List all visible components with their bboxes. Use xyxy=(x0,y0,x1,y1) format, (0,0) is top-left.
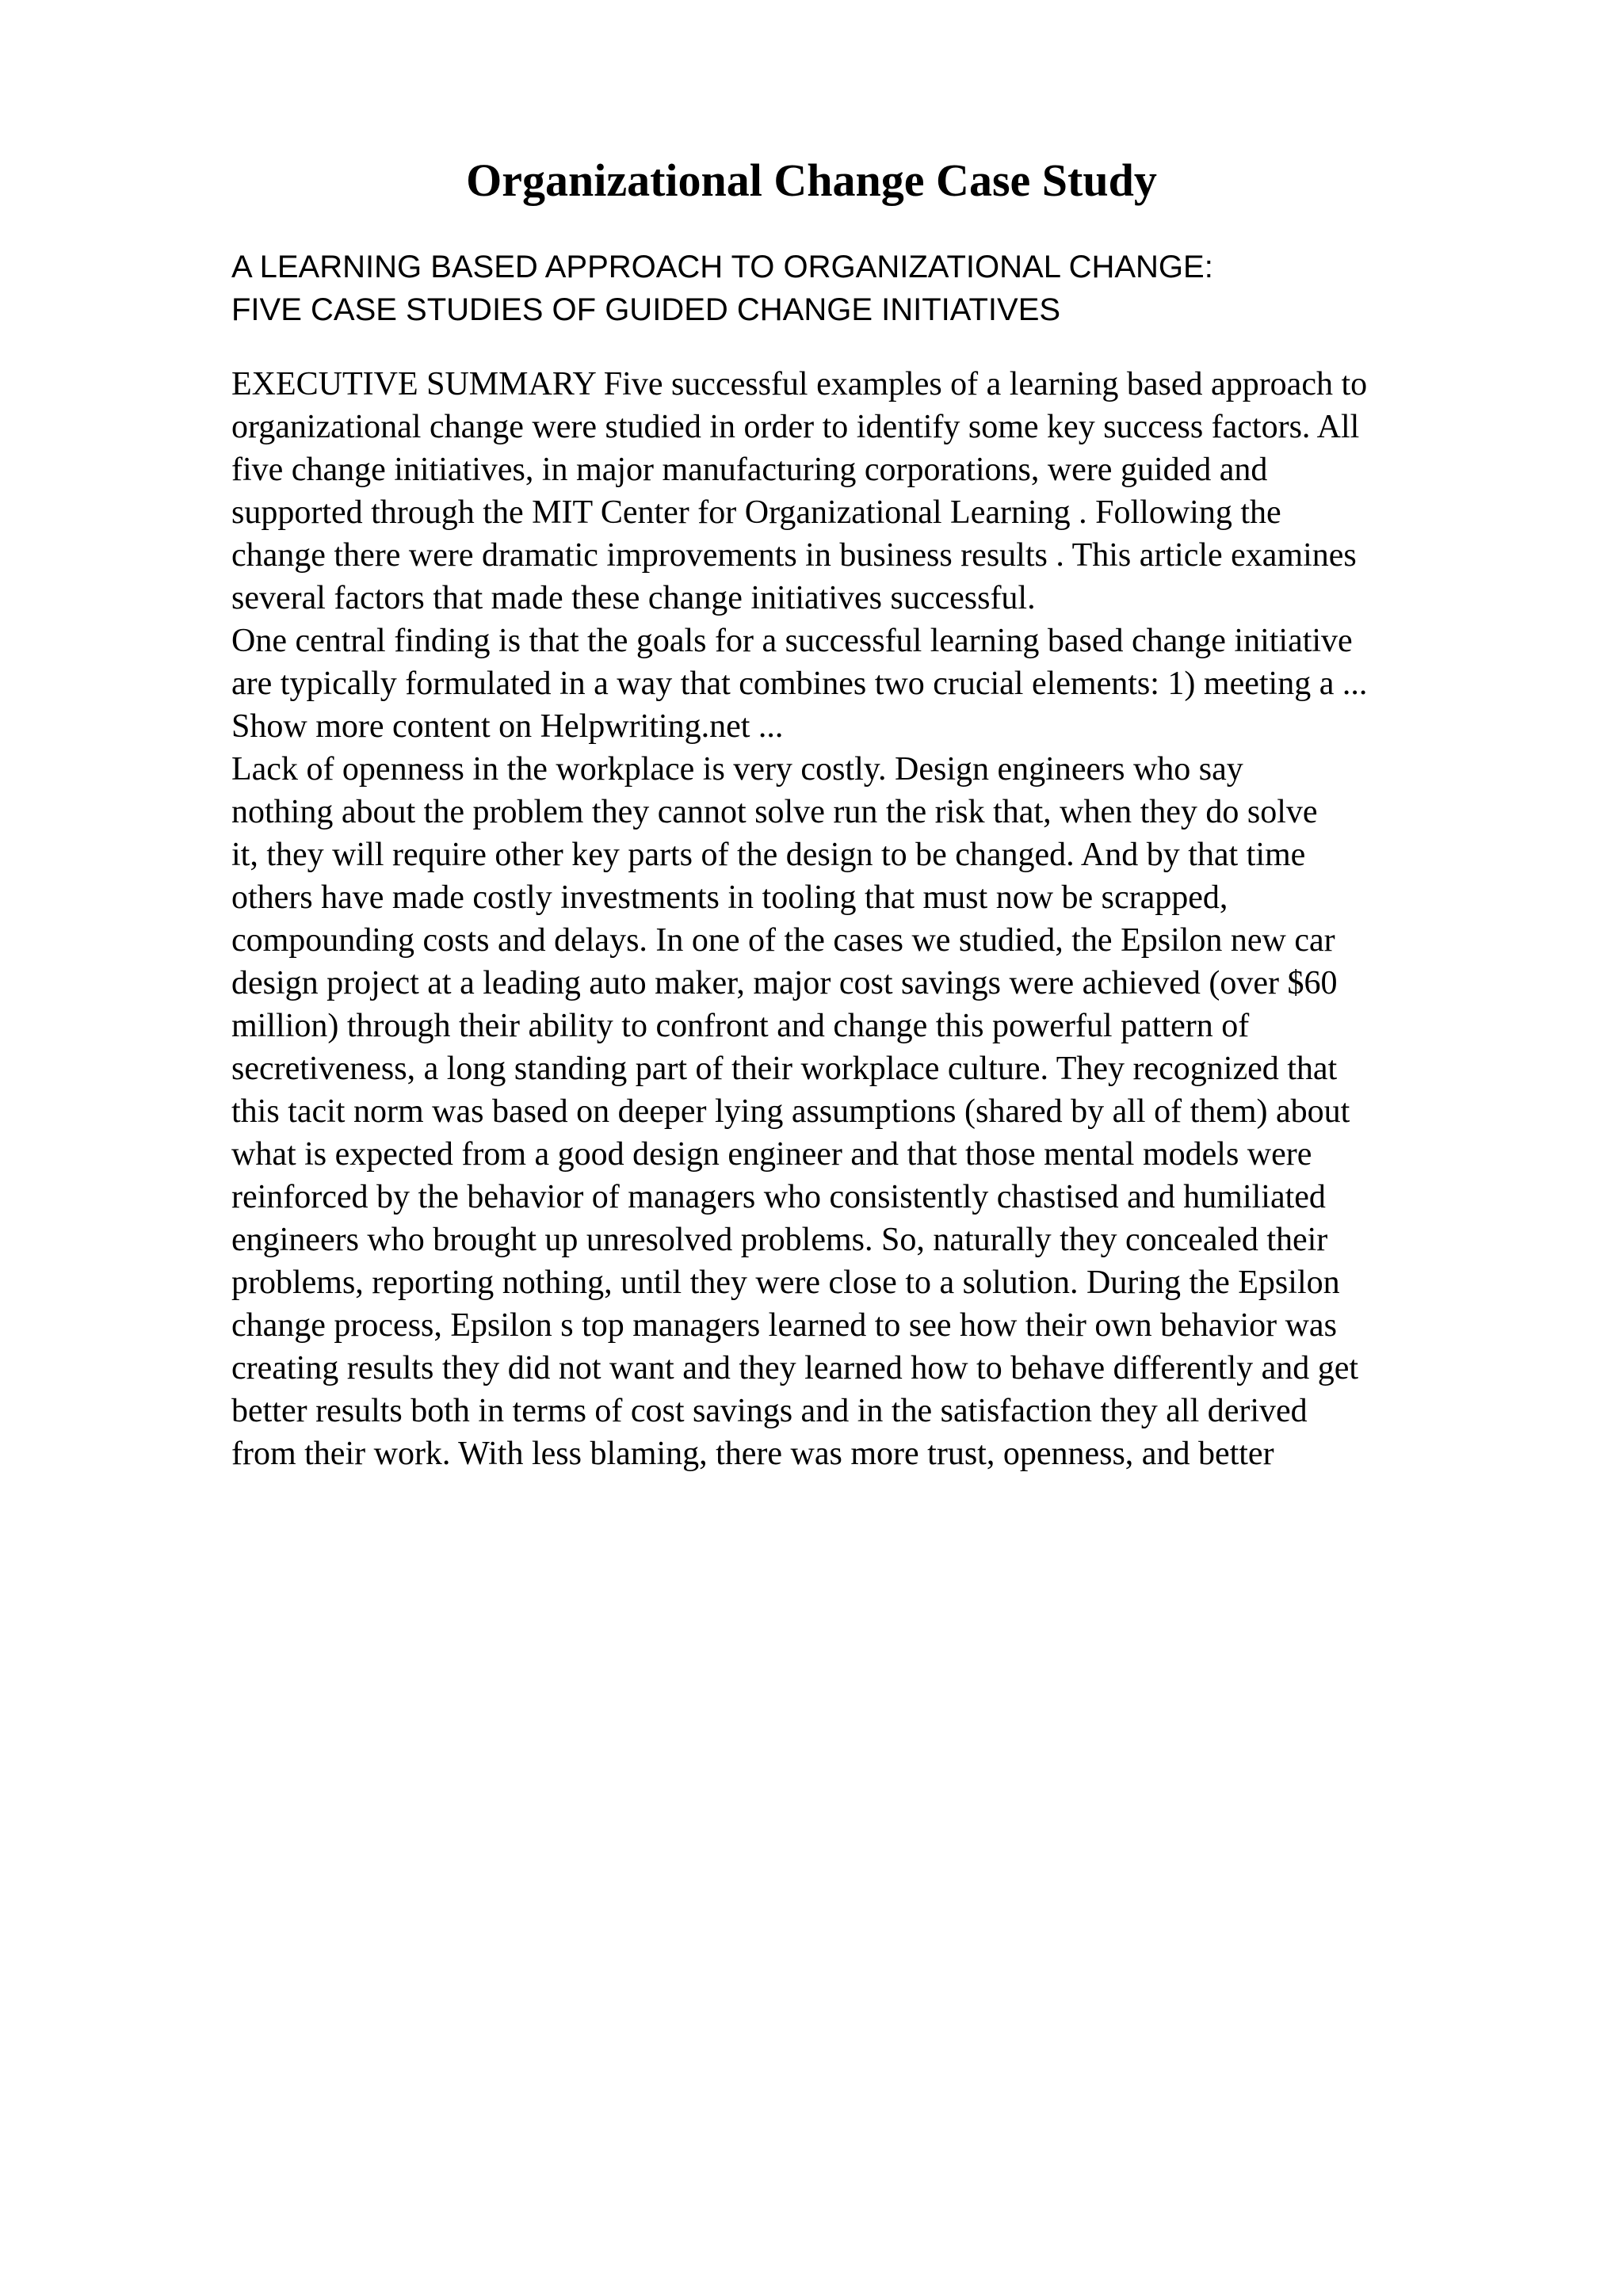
openness-paragraph xyxy=(231,748,1515,1475)
text-line: creating results they did not want and they learned how to behave differently and get xyxy=(231,1350,1359,1386)
text-line: several factors that made these change initiatives successful. xyxy=(231,580,1036,616)
subtitle-line: FIVE CASE STUDIES OF GUIDED CHANGE INITIATIVES xyxy=(231,292,1061,327)
text-line: million) through their ability to confront and change this powerful pattern of xyxy=(231,1008,1250,1044)
text-line: problems, reporting nothing, until they were close to a solution. During the Epsilon xyxy=(231,1264,1340,1301)
text-line: engineers who brought up unresolved problems. So, naturally they concealed their xyxy=(231,1222,1328,1258)
text-line: compounding costs and delays. In one of the cases we studied, the Epsilon new car xyxy=(231,922,1335,959)
text-line: this tacit norm was based on deeper lying assumptions (shared by all of them) about xyxy=(231,1093,1350,1130)
text-line: reinforced by the behavior of managers who consistently chastised and humiliated xyxy=(231,1179,1326,1215)
text-line: design project at a leading auto maker, major cost savings were achieved (over $60 xyxy=(231,965,1338,1001)
text-line: better results both in terms of cost savings and in the satisfaction they all derived xyxy=(231,1393,1308,1429)
text-line: change there were dramatic improvements in business results . This article examines xyxy=(231,537,1357,574)
document-body xyxy=(231,246,1515,1475)
executive-summary-paragraph xyxy=(231,363,1515,620)
text-line: are typically formulated in a way that combines two crucial elements: 1) meeting a ... xyxy=(231,666,1368,702)
document-subtitle xyxy=(231,246,1515,331)
subtitle-line: A LEARNING BASED APPROACH TO ORGANIZATIONAL CHANGE: xyxy=(231,250,1213,284)
text-line: organizational change were studied in order to identify some key success factors. All xyxy=(231,409,1360,445)
show-more-link[interactable]: Show more content on Helpwriting.net ... xyxy=(231,708,784,745)
text-line: others have made costly investments in tooling that must now be scrapped, xyxy=(231,879,1228,916)
text-line: change process, Epsilon s top managers learned to see how their own behavior was xyxy=(231,1307,1337,1344)
text-line: what is expected from a good design engineer and that those mental models were xyxy=(231,1136,1312,1173)
text-line: supported through the MIT Center for Organizational Learning . Following the xyxy=(231,494,1281,531)
text-line: One central finding is that the goals for a successful learning based change initiative xyxy=(231,623,1353,659)
central-finding-paragraph xyxy=(231,620,1515,748)
text-line: Lack of openness in the workplace is very costly. Design engineers who say xyxy=(231,751,1243,788)
page-title: Organizational Change Case Study xyxy=(466,154,1157,206)
text-line: secretiveness, a long standing part of their workplace culture. They recognized that xyxy=(231,1051,1338,1087)
text-line: five change initiatives, in major manufacturing corporations, were guided and xyxy=(231,452,1268,488)
text-line: nothing about the problem they cannot solve run the risk that, when they do solve xyxy=(231,794,1318,830)
text-line: EXECUTIVE SUMMARY Five successful examples of a learning based approach to xyxy=(231,366,1368,402)
text-line: it, they will require other key parts of the design to be changed. And by that time xyxy=(231,837,1306,873)
text-line: from their work. With less blaming, there was more trust, openness, and better xyxy=(231,1436,1274,1472)
